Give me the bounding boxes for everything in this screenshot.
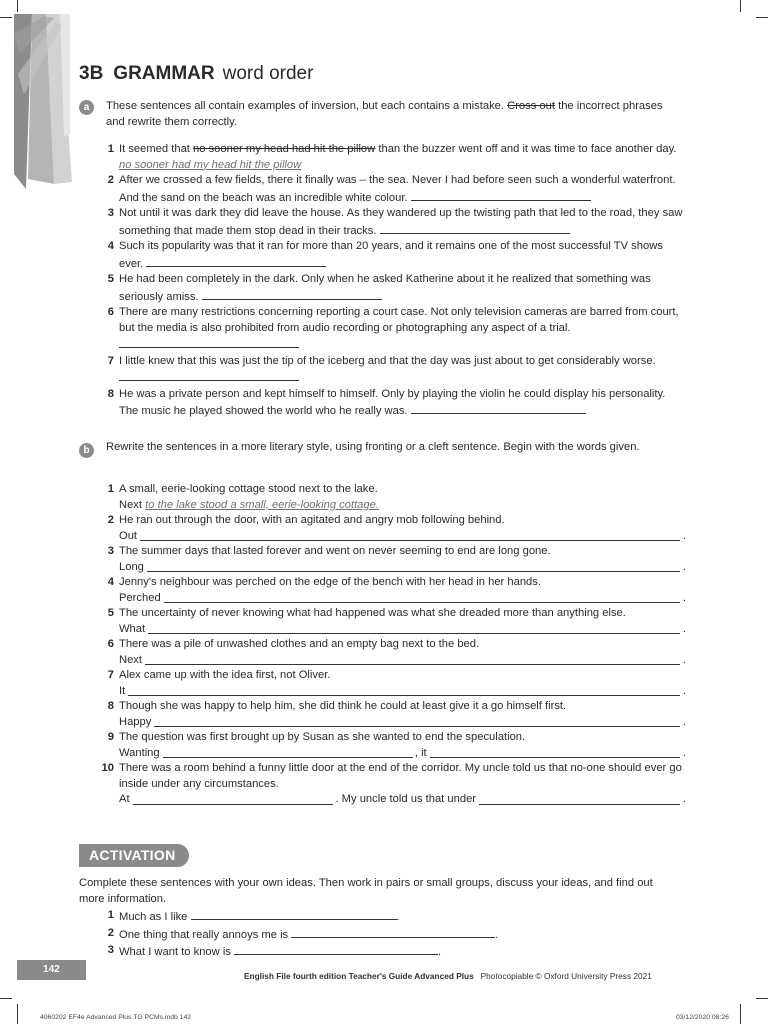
answer-blank[interactable]	[154, 715, 680, 727]
item-number: 8	[107, 387, 114, 400]
item-text: There are many restrictions concerning reporting a court case. Not only television cameras are barred from court, but the media is also prohibited from audio recording or photographing any aspect of a trial.	[119, 306, 679, 334]
item-text: He had been completely in the dark. Only when he asked Katherine about it he realized that something was seriously amiss.	[119, 273, 651, 303]
decorative-rays-graphic	[14, 14, 74, 189]
answer-blank[interactable]	[411, 189, 591, 201]
sentence-start: What	[119, 622, 146, 635]
answer-blank[interactable]	[291, 926, 495, 938]
struck-phrase: no sooner my head had hit the pillow	[193, 143, 376, 155]
item-text: Such its popularity was that it ran for more than 20 years, and it remains one of the most successful TV shows ever.	[119, 240, 663, 270]
sentence-start: It	[119, 684, 126, 697]
answer-blank[interactable]	[380, 222, 570, 234]
answer-blank[interactable]	[234, 943, 438, 955]
exercise-b-item: 10 There was a room behind a funny little door at the end of the corridor. My uncle told us that no-one should ever go inside under any circumstances. At . My uncle told us that under .	[96, 761, 686, 808]
exercise-a-item	[96, 272, 686, 305]
answer-blank[interactable]	[163, 746, 413, 758]
instruction-strike-text: Cross out	[507, 100, 555, 112]
exercise-a-item	[96, 354, 686, 387]
activation-item: 3 What I want to know is .	[96, 943, 686, 961]
section-code: 3B	[79, 63, 104, 84]
answer-blank[interactable]	[119, 336, 299, 348]
item-text: I little knew that this was just the tip of the iceberg and that the day was just about to get considerably worse.	[119, 354, 656, 367]
exercise-b-item: 2 He ran out through the door, with an agitated and angry mob following behind. Out .	[96, 513, 686, 544]
item-text: The summer days that lasted forever and went on never seeming to end are long gone.	[119, 545, 551, 557]
answer-blank[interactable]	[148, 622, 680, 634]
exercise-a-item	[96, 206, 686, 239]
item-text: Alex came up with the idea first, not Oliver.	[119, 669, 331, 681]
answer-blank[interactable]	[133, 793, 334, 805]
exercise-a-badge: a	[79, 100, 94, 115]
item-number: 7	[107, 669, 114, 681]
activation-list	[96, 908, 686, 961]
page-title	[79, 62, 313, 86]
item-text: There was a room behind a funny little door at the end of the corridor. My uncle told us that no-one should ever go inside under any circumstances.	[119, 762, 682, 790]
print-slug-left: 4060202 EF4e Advanced Plus TG PCMs.indb 142	[40, 1014, 192, 1021]
exercise-a-list	[96, 142, 686, 420]
item-text: One thing that really annoys me is	[119, 928, 289, 941]
sentence-start: Long	[119, 560, 144, 573]
exercise-b-item: 6 There was a pile of unwashed clothes and an empty bag next to the bed. Next .	[96, 637, 686, 668]
exercise-b-item	[96, 482, 686, 513]
exercise-b-list	[96, 482, 686, 808]
answer-blank[interactable]	[411, 402, 586, 414]
sentence-start: Happy	[119, 715, 152, 728]
answer-blank[interactable]	[147, 560, 680, 572]
item-text: What I want to know is	[119, 946, 231, 958]
activation-label: ACTIVATION	[79, 844, 189, 867]
sentence-start: Wanting	[119, 746, 160, 759]
item-text: He was a private person and kept himself to himself. Only by playing the violin he could display his personality. The music he played showed the world who he really was.	[119, 387, 666, 417]
answer-blank[interactable]	[119, 369, 299, 381]
item-text: It seemed that	[119, 143, 194, 155]
section-name: GRAMMAR	[113, 63, 215, 84]
exercise-a-item	[96, 305, 686, 354]
sentence-start: Perched	[119, 591, 161, 604]
sentence-middle: , it	[414, 746, 427, 759]
item-number: 1	[107, 143, 114, 155]
exercise-b-instructions: Rewrite the sentences in a more literary style, using fronting or a cleft sentence. Begin with the words given.	[106, 441, 640, 453]
crop-mark	[740, 0, 741, 12]
copyright: Photocopiable © Oxford University Press 2021	[480, 971, 652, 981]
item-text: Not until it was dark they did leave the house. As they wandered up the twisting path that led to the road, they saw something that made them stop dead in their tracks.	[119, 207, 683, 237]
crop-mark	[0, 998, 12, 999]
item-number: 3	[107, 944, 114, 956]
instruction-text: These sentences all contain examples of inversion, but each contains a mistake.	[106, 100, 508, 112]
item-number: 10	[101, 762, 114, 774]
sentence-start: At	[119, 793, 130, 805]
item-text: The uncertainty of never knowing what had happened was what she dreaded more than anything else.	[119, 607, 626, 619]
exercise-b-item: 7 Alex came up with the idea first, not Oliver. It .	[96, 668, 686, 699]
exercise-b-item: 8 Though she was happy to help him, she did think he could at least give it a go himself first. Happy .	[96, 699, 686, 730]
sentence-start: Next	[119, 653, 143, 666]
answer-blank[interactable]	[430, 746, 680, 758]
answer-blank[interactable]	[202, 288, 382, 300]
exercise-b-item: 4 Jenny's neighbour was perched on the edge of the bench with her head in her hands. Perched .	[96, 575, 686, 606]
section-topic: word order	[222, 63, 314, 84]
item-text: There was a pile of unwashed clothes and an empty bag next to the bed.	[119, 638, 480, 650]
item-number: 5	[107, 273, 114, 285]
item-number: 2	[107, 174, 114, 186]
answer-blank[interactable]	[479, 793, 680, 805]
item-text: than the buzzer went off and it was time to face another day.	[375, 143, 677, 155]
item-text: He ran out through the door, with an agitated and angry mob following behind.	[119, 514, 505, 526]
exercise-b-item: 5 The uncertainty of never knowing what had happened was what she dreaded more than anything else. What .	[96, 606, 686, 637]
exercise-b-item: 3 The summer days that lasted forever and went on never seeming to end are long gone. Long .	[96, 544, 686, 575]
item-text: A small, eerie-looking cottage stood next to the lake.	[119, 483, 378, 495]
item-number: 3	[107, 545, 114, 557]
activation-item: 1 Much as I like .	[96, 908, 686, 926]
crop-mark	[17, 0, 18, 12]
answer-blank[interactable]	[191, 908, 397, 920]
item-number: 7	[107, 354, 114, 367]
answer-blank[interactable]	[128, 684, 680, 696]
item-text: Though she was happy to help him, she did think he could at least give it a go himself first.	[119, 700, 567, 712]
sentence-start: Out	[119, 529, 138, 542]
item-text: Jenny's neighbour was perched on the edge of the bench with her head in her hands.	[119, 576, 541, 588]
item-text: The question was first brought up by Susan as she wanted to end the speculation.	[119, 731, 526, 743]
item-text: After we crossed a few fields, there it finally was – the sea. Never I had before seen such a wonderful waterfront. And the sand on the beach was an incredible white colour.	[119, 174, 676, 204]
item-number: 4	[107, 576, 114, 588]
exercise-a-item	[96, 142, 686, 173]
exercise-b-badge: b	[79, 443, 94, 458]
item-number: 6	[107, 306, 114, 318]
item-text: Much as I like	[119, 911, 188, 923]
crop-mark	[0, 17, 12, 18]
crop-mark	[17, 1004, 18, 1024]
example-answer: to the lake stood a small, eerie-looking cottage.	[145, 498, 379, 511]
item-number: 6	[107, 638, 114, 650]
item-number: 9	[107, 731, 114, 743]
footer-credit	[244, 969, 652, 985]
activation-instructions: Complete these sentences with your own ideas. Then work in pairs or small groups, discuss your ideas, and find out more information.	[79, 877, 653, 905]
sentence-start: Next	[119, 498, 143, 511]
item-number: 5	[107, 607, 114, 619]
crop-mark	[756, 17, 768, 18]
activation-item: 2 One thing that really annoys me is .	[96, 926, 686, 944]
exercise-a-item	[96, 173, 686, 206]
answer-blank[interactable]	[140, 529, 680, 541]
exercise-a-instructions	[106, 99, 676, 130]
exercise-b-item: 9 The question was first brought up by Susan as she wanted to end the speculation. Wanting , it .	[96, 730, 686, 761]
item-number: 8	[107, 700, 114, 712]
print-slug-right: 03/12/2020 08:26	[676, 1014, 729, 1021]
book-title: English File fourth edition Teacher's Guide Advanced Plus	[244, 971, 474, 981]
crop-mark	[740, 1004, 741, 1024]
answer-blank[interactable]	[145, 653, 680, 665]
item-number: 3	[107, 207, 114, 219]
instruction-text: the incorrect phrases and rewrite them correctly.	[106, 100, 663, 128]
sentence-middle: . My uncle told us that under	[335, 793, 477, 805]
item-number: 2	[107, 514, 114, 526]
answer-blank[interactable]	[164, 591, 680, 603]
item-number: 2	[107, 926, 114, 939]
item-number: 1	[107, 909, 114, 921]
page-number: 142	[17, 960, 86, 980]
exercise-a-item	[96, 239, 686, 272]
item-number: 4	[107, 240, 114, 252]
exercise-a-item	[96, 387, 686, 420]
crop-mark	[756, 998, 768, 999]
item-number: 1	[107, 483, 114, 495]
answer-blank[interactable]	[146, 255, 326, 267]
example-answer: no sooner had my head hit the pillow	[119, 158, 302, 171]
